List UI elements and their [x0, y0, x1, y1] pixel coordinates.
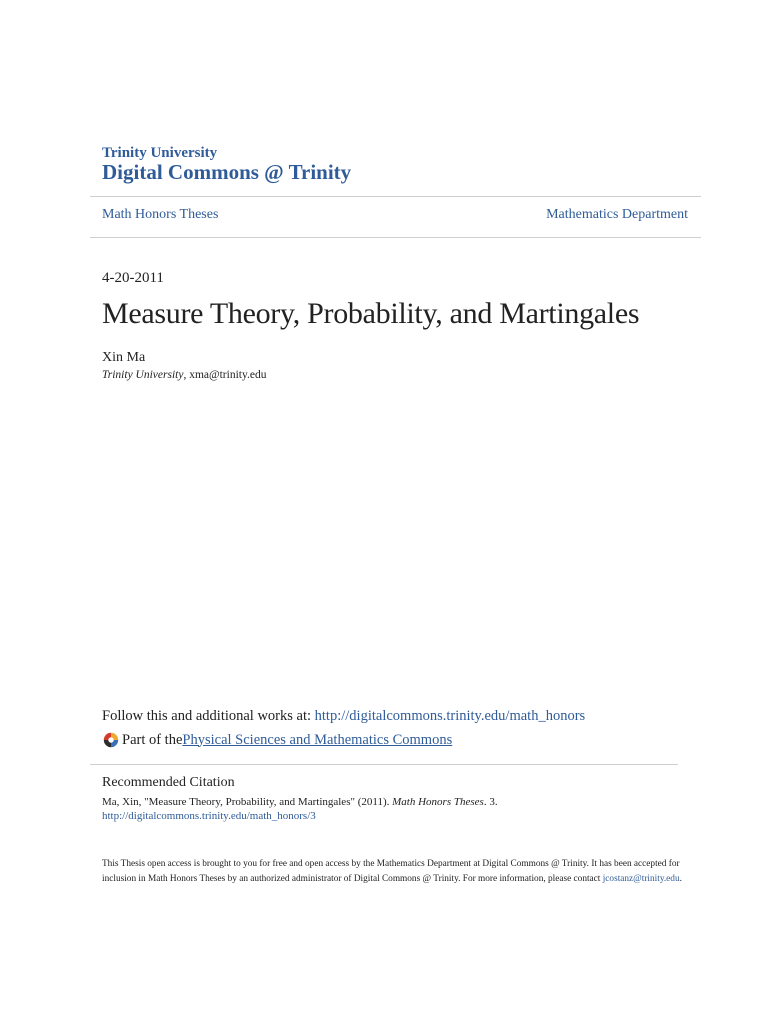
citation-heading: Recommended Citation — [102, 775, 235, 790]
divider-nav — [90, 237, 701, 238]
part-of-line — [102, 731, 452, 749]
notice-end: . — [679, 874, 682, 884]
contact-email-link[interactable]: jcostanz@trinity.edu — [602, 874, 680, 884]
citation-post: . 3. — [483, 796, 498, 808]
citation-url-link[interactable]: http://digitalcommons.trinity.edu/math_honors/3 — [102, 810, 316, 822]
author-name: Xin Ma — [102, 350, 146, 365]
publication-date: 4-20-2011 — [102, 270, 164, 286]
citation-pre: Ma, Xin, "Measure Theory, Probability, and Martingales" (2011). — [102, 796, 393, 808]
access-notice — [102, 857, 682, 887]
citation-series: Math Honors Theses — [392, 796, 484, 808]
affiliation-separator: , — [183, 369, 190, 381]
divider-top — [90, 196, 701, 197]
affiliation-name: Trinity University — [102, 369, 184, 381]
department-link[interactable]: Mathematics Department — [546, 207, 688, 222]
citation-text — [102, 796, 498, 808]
follow-line — [102, 708, 585, 725]
repository-name[interactable]: Digital Commons @ Trinity — [102, 160, 352, 184]
follow-url-link[interactable]: http://digitalcommons.trinity.edu/math_honors — [314, 708, 586, 724]
university-name: Trinity University — [102, 145, 218, 161]
author-email: xma@trinity.edu — [189, 369, 267, 381]
commons-network-icon — [102, 731, 120, 749]
divider-citation — [90, 764, 678, 765]
paper-title: Measure Theory, Probability, and Martingales — [102, 297, 640, 330]
part-of-prefix: Part of the — [122, 731, 183, 748]
commons-link[interactable]: Physical Sciences and Mathematics Commons — [182, 731, 453, 748]
follow-prefix: Follow this and additional works at: — [102, 708, 315, 724]
author-affiliation — [102, 369, 266, 381]
notice-text: This Thesis open access is brought to you for free and open access by the Mathematics Department at Digital Commons @ Trinity. It has been accepted for inclusion in Math Honors Theses by an authorized administrator of Digital Commons @ Trinity. For more information, please contact — [102, 859, 680, 884]
series-link[interactable]: Math Honors Theses — [102, 207, 219, 222]
